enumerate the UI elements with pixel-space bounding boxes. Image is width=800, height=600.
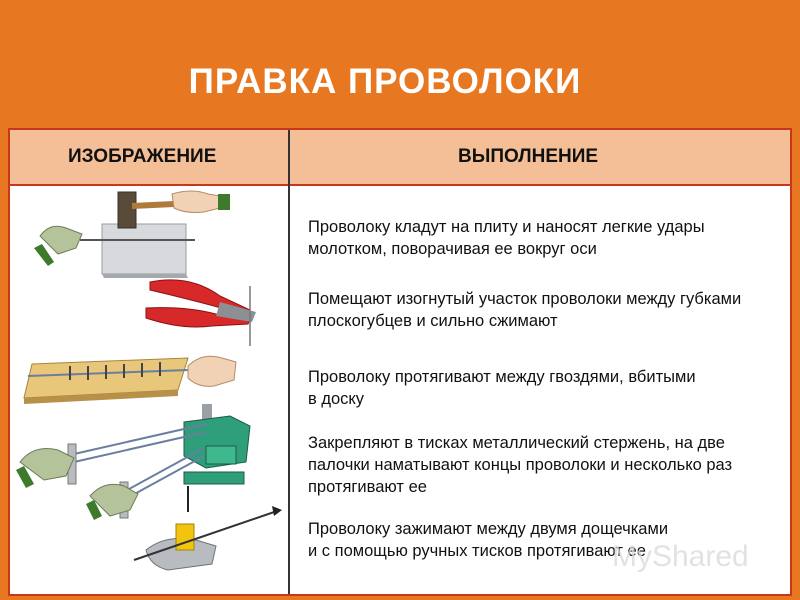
illustrations-column bbox=[10, 186, 288, 594]
nail-board-icon bbox=[24, 356, 236, 404]
watermark: MyShared bbox=[612, 540, 749, 573]
page-title: ПРАВКА ПРОВОЛОКИ bbox=[188, 62, 582, 101]
instruction-table bbox=[8, 128, 792, 596]
row-4-text: Закрепляют в тисках металлический стержень, на две палочки наматывают концы проволоки и несколько раз протягивают ее bbox=[308, 434, 733, 496]
row-1-text: Проволоку кладут на плиту и наносят легкие удары молотком, поворачивая ее вокруг оси bbox=[308, 218, 705, 258]
vise-rod-icon bbox=[16, 404, 250, 520]
row-2-text: Помещают изогнутый участок проволоки между губками плоскогубцев и сильно сжимают bbox=[308, 290, 742, 330]
table-header bbox=[10, 130, 790, 186]
header-image: ИЗОБРАЖЕНИЕ bbox=[68, 146, 217, 167]
row-5-text: Проволоку зажимают между двумя дощечками и с помощью ручных тисков протягивают ее bbox=[308, 520, 669, 560]
row-3-text: Проволоку протягивают между гвоздями, вбитыми в доску bbox=[308, 368, 696, 408]
pliers-icon bbox=[146, 280, 256, 346]
header-execution: ВЫПОЛНЕНИЕ bbox=[458, 146, 599, 167]
hand-vise-icon bbox=[134, 506, 282, 570]
column-divider bbox=[288, 130, 290, 594]
hammer-on-plate-icon bbox=[34, 191, 230, 278]
